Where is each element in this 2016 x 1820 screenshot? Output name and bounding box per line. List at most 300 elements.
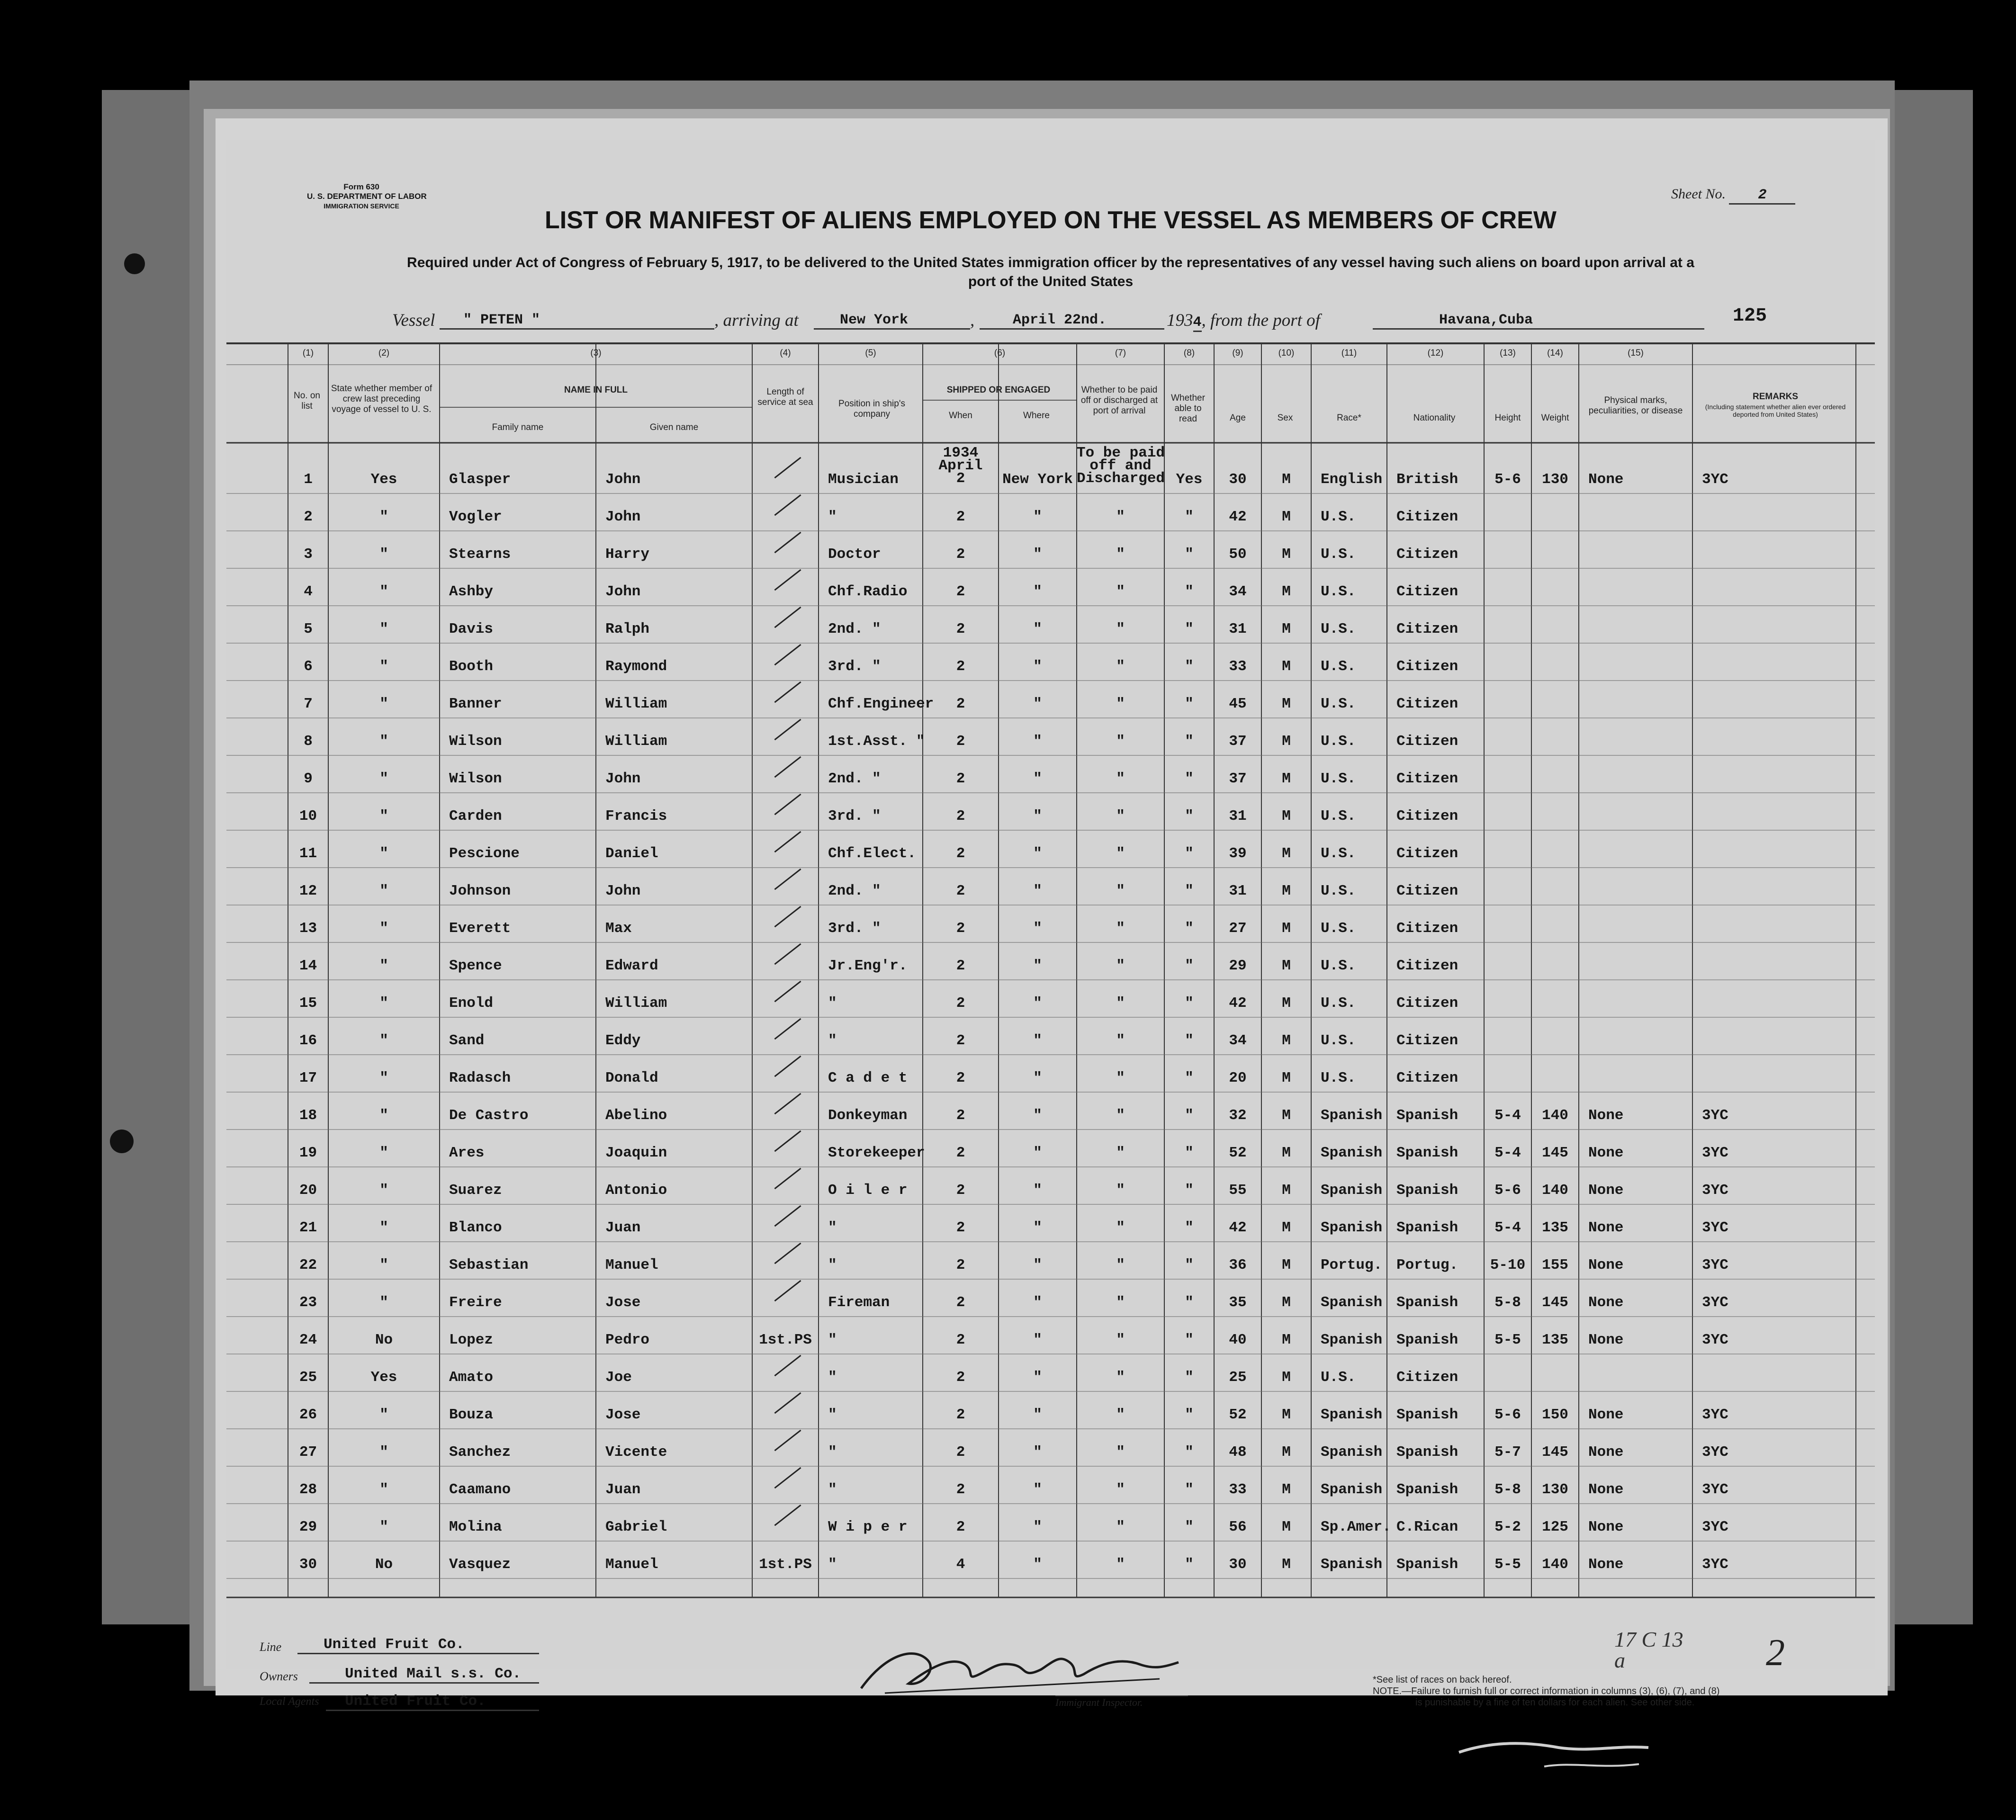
cell-age: 33 bbox=[1229, 658, 1247, 675]
cell-no: 15 bbox=[299, 995, 317, 1012]
cell-where: " bbox=[1033, 1219, 1042, 1236]
cell-prev: " bbox=[379, 1407, 388, 1423]
cell-position: 2nd. " bbox=[828, 621, 881, 637]
cell-read: " bbox=[1185, 1519, 1194, 1535]
cell-given: Manuel bbox=[605, 1257, 658, 1273]
cell-marks: None bbox=[1588, 1407, 1624, 1423]
cell-position: Fireman bbox=[828, 1294, 890, 1311]
cell-remarks: 3YC bbox=[1702, 1481, 1728, 1498]
column-number: (7) bbox=[1115, 348, 1126, 358]
cell-race: U.S. bbox=[1321, 696, 1356, 712]
cell-given: John bbox=[605, 883, 641, 899]
cell-position: 2nd. " bbox=[828, 771, 881, 787]
cell-prev: " bbox=[379, 696, 388, 712]
cell-height: 5-10 bbox=[1490, 1257, 1526, 1273]
cell-age: 42 bbox=[1229, 509, 1247, 525]
cell-read: " bbox=[1185, 696, 1194, 712]
cell-weight: 145 bbox=[1542, 1444, 1568, 1461]
cell-nationality: Citizen bbox=[1396, 621, 1458, 637]
binder-hole bbox=[110, 1130, 134, 1153]
cell-nationality: Citizen bbox=[1396, 1070, 1458, 1086]
cell-where: " bbox=[1033, 995, 1042, 1012]
cell-remarks: 3YC bbox=[1702, 1145, 1728, 1161]
cell-nationality: Spanish bbox=[1396, 1444, 1458, 1461]
cell-where: " bbox=[1033, 621, 1042, 637]
cell-race: U.S. bbox=[1321, 1070, 1356, 1086]
header-nationality: Nationality bbox=[1413, 413, 1456, 423]
cell-paid: " bbox=[1116, 733, 1125, 750]
cell-no: 3 bbox=[304, 546, 313, 563]
cell-when: 2 bbox=[956, 1519, 965, 1535]
cell-no: 17 bbox=[299, 1070, 317, 1086]
header-weight: Weight bbox=[1541, 413, 1569, 423]
cell-when: 2 bbox=[956, 845, 965, 862]
header-name-in-full: NAME IN FULL bbox=[564, 385, 628, 395]
cell-marks: None bbox=[1588, 1107, 1624, 1124]
header-height: Height bbox=[1494, 413, 1521, 423]
cell-family: Banner bbox=[449, 696, 502, 712]
cell-read: " bbox=[1185, 1294, 1194, 1311]
note-line-2: is punishable by a fine of ten dollars for each alien. See other side. bbox=[1415, 1697, 1695, 1708]
cell-read: " bbox=[1185, 958, 1194, 974]
cell-sex: M bbox=[1282, 1444, 1291, 1461]
cell-age: 48 bbox=[1229, 1444, 1247, 1461]
cell-nationality: Citizen bbox=[1396, 771, 1458, 787]
cell-race: U.S. bbox=[1321, 509, 1356, 525]
cell-no: 10 bbox=[299, 808, 317, 825]
cell-paid: " bbox=[1116, 845, 1125, 862]
cell-sex: M bbox=[1282, 1556, 1291, 1573]
cell-height: 5-5 bbox=[1494, 1556, 1521, 1573]
cell-marks: None bbox=[1588, 1257, 1624, 1273]
cell-given: Juan bbox=[605, 1481, 641, 1498]
cell-sex: M bbox=[1282, 583, 1291, 600]
cell-given: Jose bbox=[605, 1294, 641, 1311]
cell-no: 6 bbox=[304, 658, 313, 675]
cell-prev: Yes bbox=[370, 1369, 397, 1386]
cell-read: " bbox=[1185, 1107, 1194, 1124]
cell-race: U.S. bbox=[1321, 546, 1356, 563]
cell-given: Daniel bbox=[605, 845, 658, 862]
cell-no: 11 bbox=[299, 845, 317, 862]
cell-when: 2 bbox=[956, 1481, 965, 1498]
cell-length: 1st.PS bbox=[759, 1556, 812, 1573]
cell-given: William bbox=[605, 696, 667, 712]
cell-paid: " bbox=[1116, 621, 1125, 637]
cell-position: " bbox=[828, 509, 837, 525]
cell-given: William bbox=[605, 995, 667, 1012]
cell-prev: No bbox=[375, 1332, 393, 1348]
cell-family: Vasquez bbox=[449, 1556, 511, 1573]
cell-family: Freire bbox=[449, 1294, 502, 1311]
cell-family: Ashby bbox=[449, 583, 494, 600]
cell-paid: " bbox=[1116, 1070, 1125, 1086]
cell-height: 5-5 bbox=[1494, 1332, 1521, 1348]
service-name: IMMIGRATION SERVICE bbox=[324, 202, 399, 210]
cell-no: 7 bbox=[304, 696, 313, 712]
sheet-number-value: 2 bbox=[1729, 187, 1795, 205]
page-stamp: 125 bbox=[1733, 305, 1767, 327]
cell-race: Spanish bbox=[1321, 1182, 1383, 1199]
cell-read: " bbox=[1185, 1032, 1194, 1049]
cell-position: " bbox=[828, 1444, 837, 1461]
sheet-label: Sheet No. bbox=[1671, 186, 1726, 202]
cell-no: 13 bbox=[299, 920, 317, 937]
cell-paid: " bbox=[1116, 1107, 1125, 1124]
cell-when: 2 bbox=[956, 1145, 965, 1161]
cell-no: 23 bbox=[299, 1294, 317, 1311]
cell-no: 2 bbox=[304, 509, 313, 525]
cell-family: Amato bbox=[449, 1369, 494, 1386]
cell-where: " bbox=[1033, 696, 1042, 712]
cell-where: " bbox=[1033, 1369, 1042, 1386]
cell-when: 2 bbox=[956, 621, 965, 637]
cell-family: Everett bbox=[449, 920, 511, 937]
cell-weight: 130 bbox=[1542, 471, 1568, 488]
column-number: (13) bbox=[1500, 348, 1516, 358]
cell-read: " bbox=[1185, 733, 1194, 750]
cell-when: 2 bbox=[956, 1444, 965, 1461]
cell-no: 1 bbox=[304, 471, 313, 488]
cell-when: 2 bbox=[956, 808, 965, 825]
cell-read: " bbox=[1185, 995, 1194, 1012]
header-state-whether: State whether member of crew last preceding voyage of vessel to U. S. bbox=[331, 384, 432, 414]
cell-sex: M bbox=[1282, 920, 1291, 937]
cell-where: " bbox=[1033, 883, 1042, 899]
cell-no: 14 bbox=[299, 958, 317, 974]
cell-paid: " bbox=[1116, 1369, 1125, 1386]
cell-given: John bbox=[605, 771, 641, 787]
cell-prev: " bbox=[379, 883, 388, 899]
cell-when: 2 bbox=[956, 1369, 965, 1386]
cell-read: " bbox=[1185, 1369, 1194, 1386]
cell-sex: M bbox=[1282, 546, 1291, 563]
cell-position: 2nd. " bbox=[828, 883, 881, 899]
cell-nationality: Citizen bbox=[1396, 845, 1458, 862]
cell-read: " bbox=[1185, 1444, 1194, 1461]
cell-given: Harry bbox=[605, 546, 650, 563]
cell-read: " bbox=[1185, 1219, 1194, 1236]
header-remarks-sub: (Including statement whether alien ever ordered deported from United States) bbox=[1705, 403, 1846, 418]
cell-race: U.S. bbox=[1321, 883, 1356, 899]
subtitle-line-2: port of the United States bbox=[968, 274, 1134, 289]
cell-nationality: Citizen bbox=[1396, 958, 1458, 974]
cell-age: 31 bbox=[1229, 808, 1247, 825]
cell-no: 9 bbox=[304, 771, 313, 787]
cell-when: 2 bbox=[956, 1257, 965, 1273]
cell-race: U.S. bbox=[1321, 771, 1356, 787]
cell-paid: " bbox=[1116, 920, 1125, 937]
cell-prev: " bbox=[379, 1519, 388, 1535]
cell-when: 2 bbox=[956, 958, 965, 974]
cell-given: Ralph bbox=[605, 621, 650, 637]
cell-where: " bbox=[1033, 1032, 1042, 1049]
cell-nationality: Citizen bbox=[1396, 920, 1458, 937]
cell-race: Spanish bbox=[1321, 1294, 1383, 1311]
cell-where: " bbox=[1033, 1556, 1042, 1573]
cell-nationality: Citizen bbox=[1396, 696, 1458, 712]
cell-paid: " bbox=[1116, 583, 1125, 600]
cell-paid: " bbox=[1116, 1407, 1125, 1423]
cell-nationality: Citizen bbox=[1396, 1032, 1458, 1049]
cell-race: U.S. bbox=[1321, 733, 1356, 750]
cell-paid-line: Discharged bbox=[1077, 470, 1165, 487]
cell-family: Radasch bbox=[449, 1070, 511, 1086]
cell-given: Vicente bbox=[605, 1444, 667, 1461]
cell-weight: 130 bbox=[1542, 1481, 1568, 1498]
cell-given: Raymond bbox=[605, 658, 667, 675]
column-number: (11) bbox=[1341, 348, 1357, 358]
cell-read: " bbox=[1185, 509, 1194, 525]
cell-age: 34 bbox=[1229, 583, 1247, 600]
year-suffix: 4 bbox=[1193, 314, 1202, 332]
cell-family: Bouza bbox=[449, 1407, 494, 1423]
cell-where: New York bbox=[1002, 471, 1073, 488]
cell-nationality: Spanish bbox=[1396, 1107, 1458, 1124]
cell-prev: " bbox=[379, 958, 388, 974]
cell-paid: " bbox=[1116, 1145, 1125, 1161]
cell-paid: " bbox=[1116, 509, 1125, 525]
column-number: (14) bbox=[1547, 348, 1563, 358]
cell-sex: M bbox=[1282, 1481, 1291, 1498]
cell-paid: " bbox=[1116, 1182, 1125, 1199]
cell-position: " bbox=[828, 995, 837, 1012]
cell-when: 2 bbox=[956, 771, 965, 787]
cell-when: 2 bbox=[956, 546, 965, 563]
cell-age: 32 bbox=[1229, 1107, 1247, 1124]
cell-height: 5-4 bbox=[1494, 1107, 1521, 1124]
header-age: Age bbox=[1230, 413, 1246, 423]
cell-sex: M bbox=[1282, 808, 1291, 825]
cell-when-line: 1934 bbox=[943, 445, 979, 461]
cell-given: Gabriel bbox=[605, 1519, 667, 1535]
cell-no: 24 bbox=[299, 1332, 317, 1348]
cell-read: " bbox=[1185, 845, 1194, 862]
form-number: Form 630 bbox=[343, 182, 379, 191]
cell-position: Chf.Elect. bbox=[828, 845, 917, 862]
cell-race: U.S. bbox=[1321, 583, 1356, 600]
cell-height: 5-8 bbox=[1494, 1294, 1521, 1311]
cell-where: " bbox=[1033, 658, 1042, 675]
column-number: (6) bbox=[994, 348, 1006, 358]
cell-position: Jr.Eng'r. bbox=[828, 958, 908, 974]
cell-age: 30 bbox=[1229, 471, 1247, 488]
cell-read: " bbox=[1185, 1145, 1194, 1161]
cell-paid: " bbox=[1116, 1219, 1125, 1236]
line-label: Line bbox=[260, 1640, 282, 1654]
cell-prev: Yes bbox=[370, 471, 397, 488]
cell-no: 18 bbox=[299, 1107, 317, 1124]
cell-where: " bbox=[1033, 1107, 1042, 1124]
from-label: , from the port of bbox=[1201, 311, 1320, 330]
cell-family: Caamano bbox=[449, 1481, 511, 1498]
cell-age: 29 bbox=[1229, 958, 1247, 974]
cell-family: Glasper bbox=[449, 471, 511, 488]
cell-when: 2 bbox=[956, 696, 965, 712]
cell-prev: " bbox=[379, 1444, 388, 1461]
cell-position: " bbox=[828, 1032, 837, 1049]
cell-read: " bbox=[1185, 1182, 1194, 1199]
cell-position: " bbox=[828, 1332, 837, 1348]
cell-remarks: 3YC bbox=[1702, 1332, 1728, 1348]
header-shipped: SHIPPED OR ENGAGED bbox=[946, 385, 1051, 395]
cell-family: Enold bbox=[449, 995, 494, 1012]
cell-read: " bbox=[1185, 808, 1194, 825]
column-number: (10) bbox=[1278, 348, 1295, 358]
cell-race: Spanish bbox=[1321, 1407, 1383, 1423]
cell-read: " bbox=[1185, 771, 1194, 787]
cell-paid: " bbox=[1116, 1332, 1125, 1348]
cell-sex: M bbox=[1282, 1257, 1291, 1273]
cell-race: U.S. bbox=[1321, 1032, 1356, 1049]
cell-read: " bbox=[1185, 1332, 1194, 1348]
cell-position: 3rd. " bbox=[828, 658, 881, 675]
cell-height: 5-4 bbox=[1494, 1219, 1521, 1236]
cell-family: Spence bbox=[449, 958, 502, 974]
column-number: (12) bbox=[1427, 348, 1444, 358]
cell-where: " bbox=[1033, 583, 1042, 600]
cell-weight: 150 bbox=[1542, 1407, 1568, 1423]
cell-race: U.S. bbox=[1321, 958, 1356, 974]
cell-given: Juan bbox=[605, 1219, 641, 1236]
line-value-text: United Fruit Co. bbox=[324, 1636, 465, 1653]
cell-where: " bbox=[1033, 1145, 1042, 1161]
cell-sex: M bbox=[1282, 1145, 1291, 1161]
cell-when: 2 bbox=[956, 583, 965, 600]
cell-read: " bbox=[1185, 920, 1194, 937]
cell-age: 42 bbox=[1229, 1219, 1247, 1236]
cell-family: Davis bbox=[449, 621, 494, 637]
cell-family: Wilson bbox=[449, 771, 502, 787]
cell-prev: " bbox=[379, 995, 388, 1012]
cell-given: Max bbox=[605, 920, 632, 937]
cell-prev: " bbox=[379, 1219, 388, 1236]
cell-paid: " bbox=[1116, 771, 1125, 787]
cell-no: 29 bbox=[299, 1519, 317, 1535]
cell-sex: M bbox=[1282, 1070, 1291, 1086]
cell-position: 3rd. " bbox=[828, 808, 881, 825]
header-able-read: Whether able to read bbox=[1171, 393, 1205, 424]
cell-given: John bbox=[605, 509, 641, 525]
cell-race: Spanish bbox=[1321, 1444, 1383, 1461]
cell-age: 52 bbox=[1229, 1145, 1247, 1161]
header-when: When bbox=[949, 411, 972, 421]
cell-when-line: April bbox=[938, 457, 983, 474]
binder-hole bbox=[124, 253, 145, 274]
cell-family: Wilson bbox=[449, 733, 502, 750]
cell-nationality: Citizen bbox=[1396, 995, 1458, 1012]
cell-age: 55 bbox=[1229, 1182, 1247, 1199]
cell-sex: M bbox=[1282, 958, 1291, 974]
cell-remarks: 3YC bbox=[1702, 1107, 1728, 1124]
cell-race: U.S. bbox=[1321, 845, 1356, 862]
cell-no: 27 bbox=[299, 1444, 317, 1461]
cell-paid-line: off and bbox=[1089, 457, 1152, 474]
cell-weight: 155 bbox=[1542, 1257, 1568, 1273]
cell-race: Portug. bbox=[1321, 1257, 1383, 1273]
cell-position: " bbox=[828, 1407, 837, 1423]
cell-read: " bbox=[1185, 1407, 1194, 1423]
cell-remarks: 3YC bbox=[1702, 1182, 1728, 1199]
cell-when: 2 bbox=[956, 1332, 965, 1348]
cell-position: O i l e r bbox=[828, 1182, 908, 1199]
cell-when: 2 bbox=[956, 1032, 965, 1049]
cell-age: 33 bbox=[1229, 1481, 1247, 1498]
cell-nationality: Citizen bbox=[1396, 808, 1458, 825]
cell-where: " bbox=[1033, 1182, 1042, 1199]
header-no-on-list: No. on list bbox=[294, 391, 320, 411]
cell-prev: " bbox=[379, 1481, 388, 1498]
cell-position: W i p e r bbox=[828, 1519, 908, 1535]
cell-prev: " bbox=[379, 771, 388, 787]
cell-age: 34 bbox=[1229, 1032, 1247, 1049]
inspector-label: Immigrant Inspector. bbox=[1055, 1695, 1188, 1709]
cell-height: 5-6 bbox=[1494, 1182, 1521, 1199]
cell-no: 16 bbox=[299, 1032, 317, 1049]
owners-value-text: United Mail s.s. Co. bbox=[345, 1666, 522, 1682]
cell-weight: 140 bbox=[1542, 1107, 1568, 1124]
cell-sex: M bbox=[1282, 658, 1291, 675]
cell-no: 5 bbox=[304, 621, 313, 637]
cell-marks: None bbox=[1588, 1219, 1624, 1236]
cell-position: " bbox=[828, 1219, 837, 1236]
cell-remarks: 3YC bbox=[1702, 1407, 1728, 1423]
cell-age: 20 bbox=[1229, 1070, 1247, 1086]
cell-paid: " bbox=[1116, 546, 1125, 563]
cell-marks: None bbox=[1588, 1145, 1624, 1161]
cell-race: U.S. bbox=[1321, 920, 1356, 937]
cell-read: " bbox=[1185, 658, 1194, 675]
cell-paid: " bbox=[1116, 883, 1125, 899]
cell-position: 3rd. " bbox=[828, 920, 881, 937]
cell-sex: M bbox=[1282, 1332, 1291, 1348]
cell-no: 22 bbox=[299, 1257, 317, 1273]
cell-position: Storekeeper bbox=[828, 1145, 925, 1161]
cell-remarks: 3YC bbox=[1702, 1219, 1728, 1236]
cell-remarks: 3YC bbox=[1702, 1294, 1728, 1311]
cell-no: 25 bbox=[299, 1369, 317, 1386]
cell-where: " bbox=[1033, 1257, 1042, 1273]
cell-sex: M bbox=[1282, 696, 1291, 712]
cell-age: 37 bbox=[1229, 771, 1247, 787]
cell-height: 5-6 bbox=[1494, 471, 1521, 488]
cell-position: " bbox=[828, 1481, 837, 1498]
cell-where: " bbox=[1033, 1070, 1042, 1086]
cell-height: 5-8 bbox=[1494, 1481, 1521, 1498]
cell-sex: M bbox=[1282, 471, 1291, 488]
cell-when: 4 bbox=[956, 1556, 965, 1573]
cell-height: 5-6 bbox=[1494, 1407, 1521, 1423]
bottom-scrawl bbox=[1449, 1733, 1658, 1785]
cell-family: Carden bbox=[449, 808, 502, 825]
cell-race: Spanish bbox=[1321, 1107, 1383, 1124]
cell-where: " bbox=[1033, 1407, 1042, 1423]
cell-marks: None bbox=[1588, 1294, 1624, 1311]
cell-paid: " bbox=[1116, 1556, 1125, 1573]
cell-weight: 135 bbox=[1542, 1219, 1568, 1236]
cell-age: 50 bbox=[1229, 546, 1247, 563]
cell-age: 40 bbox=[1229, 1332, 1247, 1348]
cell-height: 5-7 bbox=[1494, 1444, 1521, 1461]
cell-age: 25 bbox=[1229, 1369, 1247, 1386]
cell-family: Molina bbox=[449, 1519, 502, 1535]
cell-nationality: Spanish bbox=[1396, 1145, 1458, 1161]
cell-where: " bbox=[1033, 958, 1042, 974]
cell-prev: " bbox=[379, 1032, 388, 1049]
cell-family: Sebastian bbox=[449, 1257, 529, 1273]
cell-paid: " bbox=[1116, 1444, 1125, 1461]
cell-no: 28 bbox=[299, 1481, 317, 1498]
